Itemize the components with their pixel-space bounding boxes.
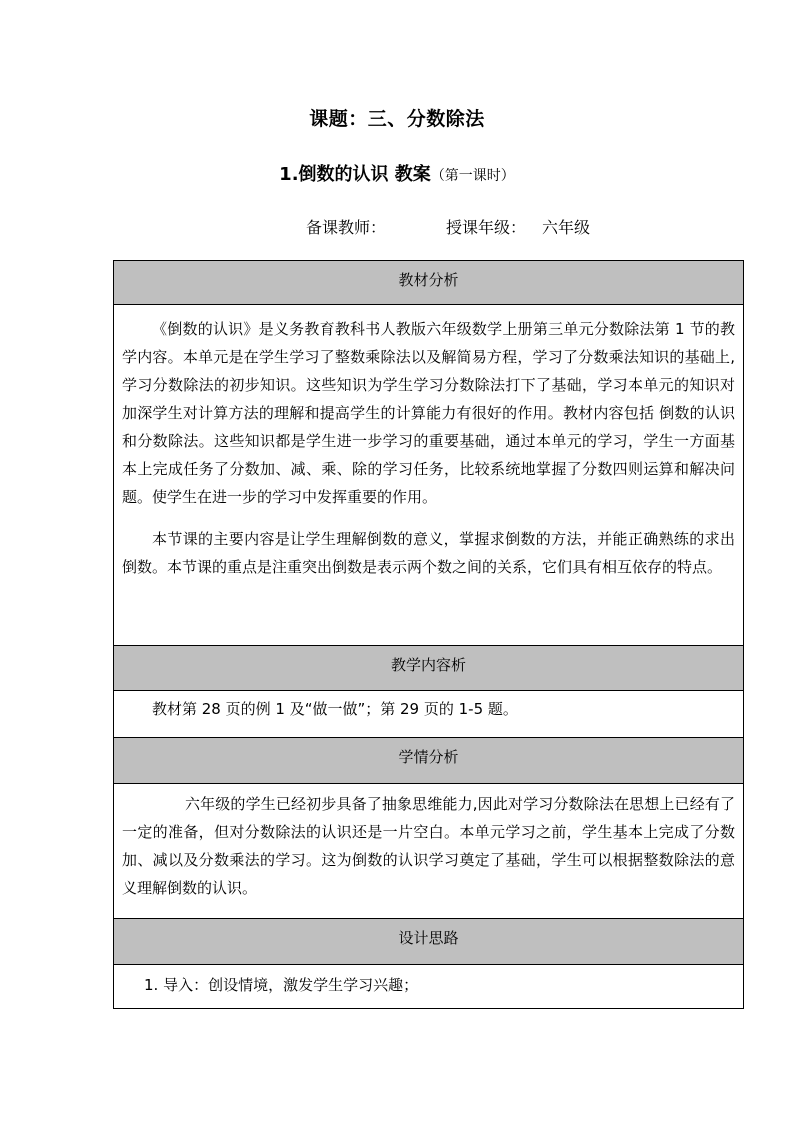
section-body-content-analysis (114, 691, 743, 738)
lesson-plan-table (113, 260, 744, 1009)
material-analysis-paragraph: 本节课的主要内容是让学生理解倒数的意义，掌握求倒数的方法，并能正确熟练的求出倒数。本节课的重点是注重突出倒数是表示两个数之间的关系，它们具有相互依存的特点。 (122, 530, 735, 576)
section-body-material-analysis (114, 305, 743, 646)
section-heading-student-analysis: 学情分析 (114, 738, 743, 784)
section-heading-material-analysis: 教材分析 (114, 261, 743, 305)
lesson-subtitle-main: 1.倒数的认识 教案 (279, 164, 431, 185)
lesson-subtitle-note: （第一课时） (430, 168, 515, 184)
lesson-subtitle (0, 160, 794, 186)
content-analysis-text: 教材第 28 页的例 1 及“做一做”；第 29 页的 1-5 题。 (152, 700, 518, 718)
lesson-meta (306, 215, 590, 238)
grade-value: 六年级 (542, 218, 591, 237)
design-idea-item: 1. 导入：创设情境，激发学生学习兴趣； (144, 976, 419, 994)
grade-label: 授课年级： (446, 218, 527, 237)
section-body-design-idea (114, 965, 743, 1008)
section-heading-content-analysis: 教学内容析 (114, 646, 743, 691)
section-body-student-analysis (114, 784, 743, 919)
section-heading-design-idea: 设计思路 (114, 919, 743, 965)
student-analysis-text: 六年级的学生已经初步具备了抽象思维能力,因此对学习分数除法在思想上已经有了一定的准备，但对分数除法的认识还是一片空白。本单元学习之前，学生基本上完成了分数加、减以及分数乘法的学习。这为倒数的认识学习奠定了基础，学生可以根据整数除法的意义理解倒数的认识。 (122, 795, 735, 897)
teacher-label: 备课教师： (306, 218, 387, 237)
document-title: 课题：三、分数除法 (309, 108, 485, 130)
material-analysis-paragraph: 《倒数的认识》是义务教育教科书人教版六年级数学上册第三单元分数除法第 1 节的教学内容。本单元是在学生学习了整数乘除法以及解简易方程，学习了分数乘法知识的基础上,学习分数除法的初步知识。这些知识为学生学习分数除法打下了基础，学习本单元的知识对加深学生对计算方法的理解和提高学生的计算能力有很好的作用。教材内容包括 倒数的认识和分数除法。这些知识都是学生进一步学习的重要基础，通过本单元的学习，学生一方面基本上完成任务了分数加、减、乘、除的学习任务，比较系统地掌握了分数四则运算和解决问题。使学生在进一步的学习中发挥重要的作用。 (122, 320, 735, 506)
